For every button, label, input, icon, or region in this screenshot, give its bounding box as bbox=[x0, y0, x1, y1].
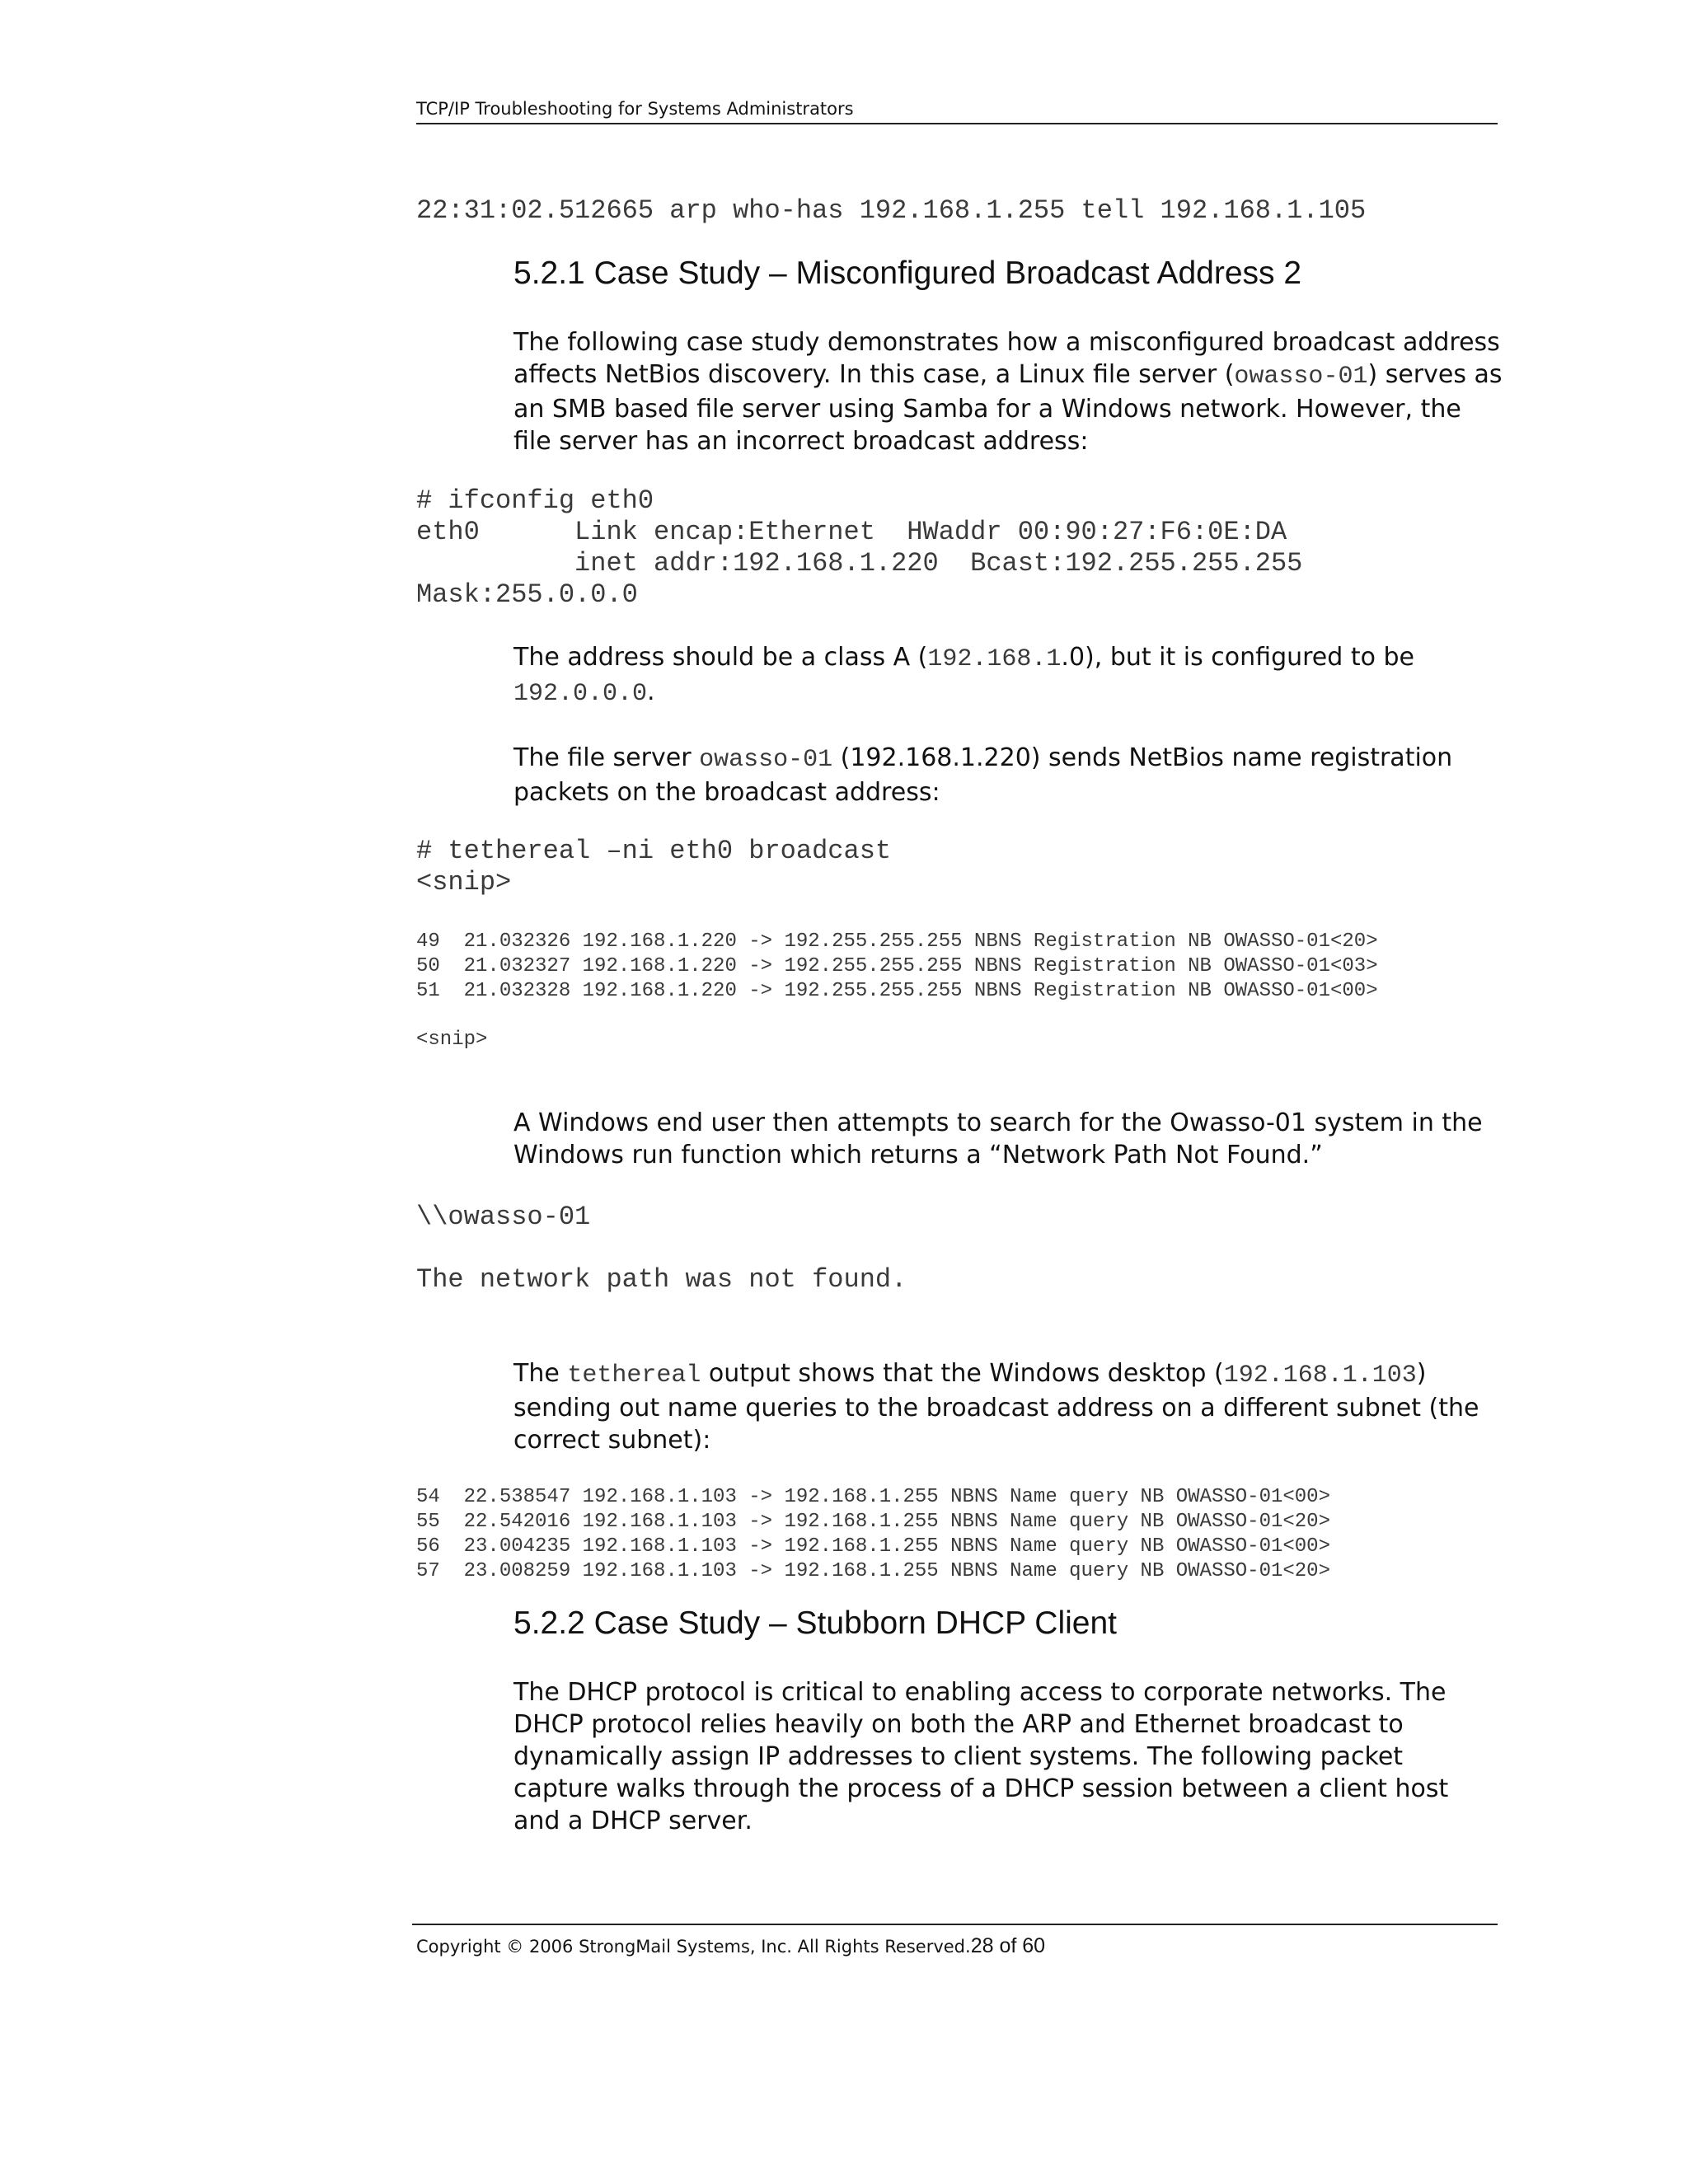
code-line: eth0 Link encap:Ethernet HWaddr 00:90:27:F6:0E:DA bbox=[416, 517, 1287, 547]
fileserver-paragraph bbox=[513, 742, 1503, 808]
inline-code-tethereal: tethereal bbox=[567, 1361, 701, 1390]
arp-code-line: 22:31:02.512665 arp who-has 192.168.1.255 tell 192.168.1.105 bbox=[416, 195, 1367, 226]
tethereal-text-1: The bbox=[513, 1359, 568, 1388]
running-header: TCP/IP Troubleshooting for Systems Administrators bbox=[416, 99, 854, 119]
section-heading-5-2-1: 5.2.1 Case Study – Misconfigured Broadcast Address 2 bbox=[513, 255, 1302, 291]
header-rule bbox=[416, 123, 1498, 124]
footer-rule bbox=[412, 1924, 1498, 1925]
dhcp-paragraph: The DHCP protocol is critical to enabling access to corporate networks. The DHCP protocol relies heavily on both the ARP and Ethernet broadcast to dynamically assign IP addresses to client systems. The following packet capture walks through the process of a DHCP session between a client host and a DHCP server. bbox=[513, 1678, 1449, 1835]
code-line: <snip> bbox=[416, 867, 512, 898]
inline-code-configured: 192.0.0.0 bbox=[513, 680, 648, 708]
error-message-line: The network path was not found. bbox=[416, 1264, 907, 1295]
packet-line: 56 23.004235 192.168.1.103 -> 192.168.1.255 NBNS Name query NB OWASSO-01<00> bbox=[416, 1535, 1330, 1558]
intro-text-2: ) serves as an SMB based file server using Samba for a Windows network. However, the file server has an incorrect broadcast address: bbox=[513, 360, 1503, 456]
packet-line: 51 21.032328 192.168.1.220 -> 192.255.255.255 NBNS Registration NB OWASSO-01<00> bbox=[416, 980, 1378, 1002]
inline-code-owasso: owasso-01 bbox=[1234, 363, 1368, 391]
intro-paragraph bbox=[513, 326, 1503, 457]
page-footer bbox=[416, 1934, 1045, 1958]
packet-line: 49 21.032326 192.168.1.220 -> 192.255.255.255 NBNS Registration NB OWASSO-01<20> bbox=[416, 930, 1378, 953]
inline-code-desktop-ip: 192.168.1.103 bbox=[1223, 1361, 1417, 1390]
tethereal-output-paragraph bbox=[513, 1357, 1503, 1456]
code-line: inet addr:192.168.1.220 Bcast:192.255.255.255 bbox=[416, 548, 1303, 579]
inline-code-owasso: owasso-01 bbox=[699, 746, 833, 774]
address-text-1: The address should be a class A ( bbox=[513, 643, 928, 672]
tethereal-text-2: output shows that the Windows desktop ( bbox=[701, 1359, 1224, 1388]
inline-code-subnet: 192.168.1 bbox=[927, 645, 1062, 673]
address-text-2: .0), but it is configured to be bbox=[1061, 643, 1414, 672]
snip-marker: <snip> bbox=[416, 1029, 488, 1051]
page-number: 28 of 60 bbox=[970, 1934, 1046, 1957]
tethereal-text-3: ) sending out name queries to the broadcast address on a different subnet (the correct subnet): bbox=[513, 1359, 1479, 1455]
intro-text-1: The following case study demonstrates how a misconfigured broadcast address affects NetBios discovery. In this case, a Linux file server ( bbox=[513, 328, 1500, 389]
packet-line: 55 22.542016 192.168.1.103 -> 192.168.1.255 NBNS Name query NB OWASSO-01<20> bbox=[416, 1511, 1330, 1533]
code-line: # tethereal –ni eth0 broadcast bbox=[416, 836, 892, 866]
copyright-notice: Copyright © 2006 StrongMail Systems, Inc. All Rights Reserved. bbox=[416, 1937, 971, 1957]
packet-line: 57 23.008259 192.168.1.103 -> 192.168.1.255 NBNS Name query NB OWASSO-01<20> bbox=[416, 1560, 1330, 1582]
code-line: # ifconfig eth0 bbox=[416, 485, 654, 516]
address-text-3: . bbox=[647, 677, 655, 706]
code-line: Mask:255.0.0.0 bbox=[416, 579, 638, 610]
address-paragraph bbox=[513, 641, 1503, 710]
section-heading-5-2-2: 5.2.2 Case Study – Stubborn DHCP Client bbox=[513, 1605, 1118, 1641]
fileserver-text-2: (192.168.1.220) sends NetBios name registration packets on the broadcast address: bbox=[513, 743, 1453, 807]
windows-user-paragraph: A Windows end user then attempts to search for the Owasso-01 system in the Windows run function which returns a “Network Path Not Found.” bbox=[513, 1108, 1483, 1169]
packet-line: 50 21.032327 192.168.1.220 -> 192.255.255.255 NBNS Registration NB OWASSO-01<03> bbox=[416, 955, 1378, 977]
fileserver-text-1: The file server bbox=[513, 743, 700, 772]
unc-path-line: \\owasso-01 bbox=[416, 1202, 591, 1232]
packet-line: 54 22.538547 192.168.1.103 -> 192.168.1.255 NBNS Name query NB OWASSO-01<00> bbox=[416, 1486, 1330, 1508]
